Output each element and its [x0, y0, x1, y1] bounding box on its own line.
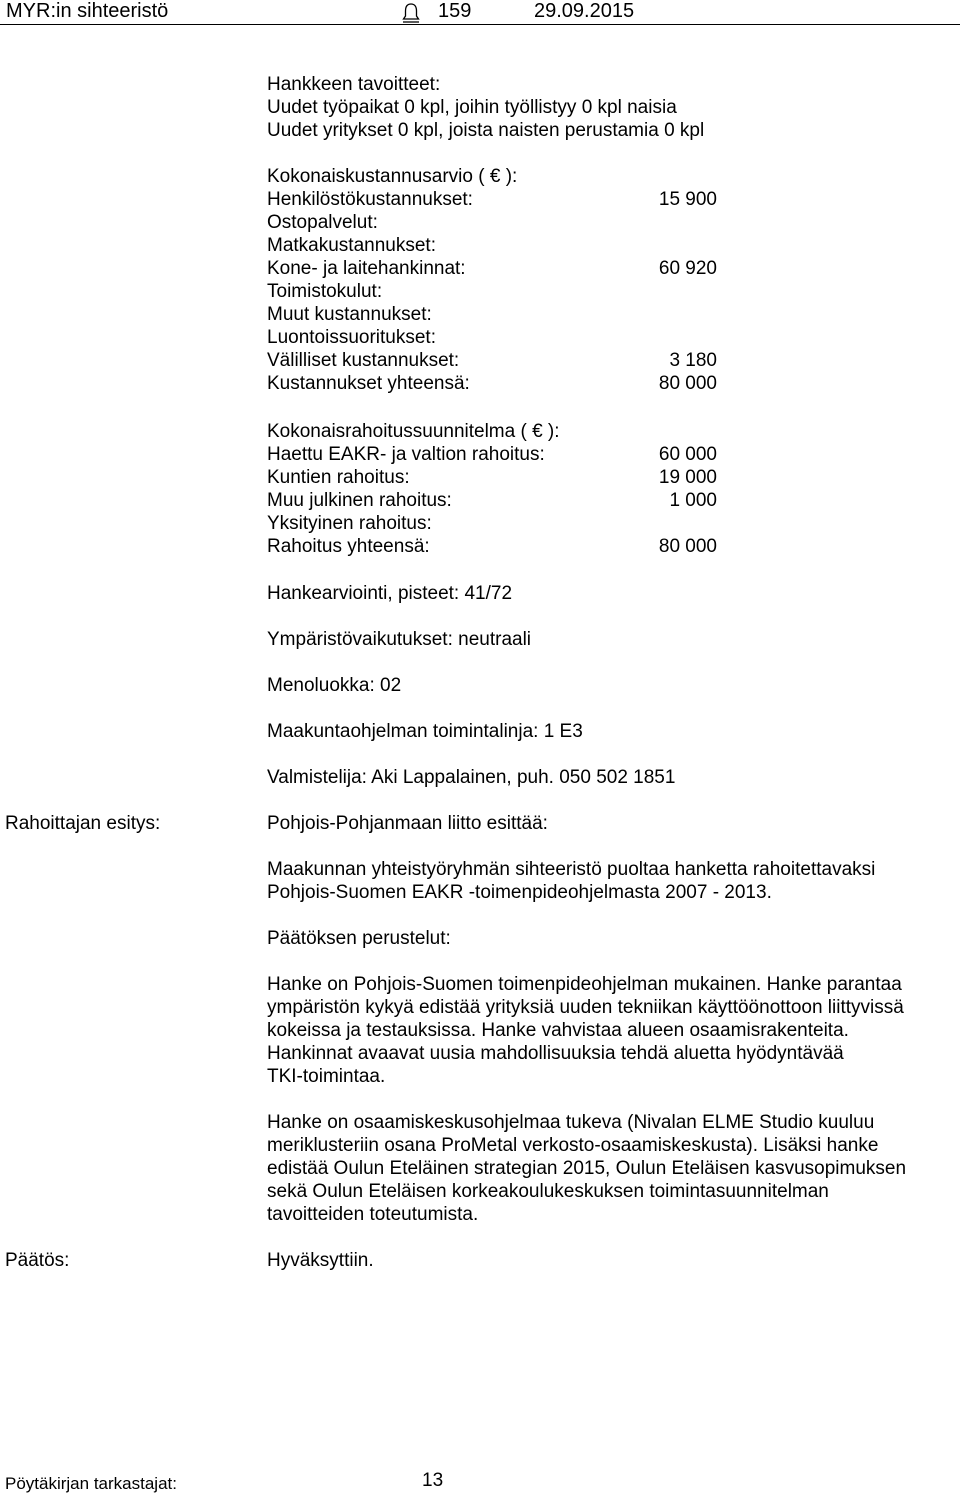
program-line: Maakuntaohjelman toimintalinja: 1 E3 — [267, 721, 583, 742]
proposal-side-label: Rahoittajan esitys: — [5, 813, 161, 834]
proposal-text-line: Maakunnan yhteistyöryhmän sihteeristö puoltaa hanketta rahoitettavaksi — [267, 859, 876, 880]
funding-title: Kokonaisrahoitussuunnitelma ( € ): — [267, 421, 560, 442]
assessment-score: Hankearviointi, pisteet: 41/72 — [267, 583, 513, 604]
cost-value: 15 900 — [658, 189, 717, 210]
grounds-line: ympäristön kykyä edistää yrityksiä uuden tekniikan käyttöönottoon liittyvissä — [267, 997, 904, 1018]
bell-icon — [402, 2, 420, 30]
cost-row — [267, 280, 727, 303]
expense-class: Menoluokka: 02 — [267, 675, 402, 696]
funding-row-total — [267, 535, 727, 558]
cost-label: Henkilöstökustannukset: — [267, 189, 473, 210]
funding-label: Rahoitus yhteensä: — [267, 536, 430, 557]
funding-label: Muu julkinen rahoitus: — [267, 490, 452, 511]
funding-section — [267, 420, 727, 558]
grounds-paragraph-2 — [267, 1111, 906, 1226]
grounds-line: Hanke on Pohjois-Suomen toimenpideohjelman mukainen. Hanke parantaa — [267, 974, 902, 995]
goals-title: Hankkeen tavoitteet: — [267, 74, 441, 95]
grounds-line: edistää Oulun Eteläinen strategian 2015, Oulun Eteläisen kasvusopimuksen — [267, 1158, 907, 1179]
grounds-line: Hanke on osaamiskeskusohjelmaa tukeva (Nivalan ELME Studio kuuluu — [267, 1112, 875, 1133]
preparer: Valmistelija: Aki Lappalainen, puh. 050 502 1851 — [267, 767, 676, 788]
cost-row — [267, 188, 727, 211]
proposal-text — [267, 858, 875, 904]
funding-value: 1 000 — [669, 490, 717, 511]
goals-line-companies: Uudet yritykset 0 kpl, joista naisten perustamia 0 kpl — [267, 120, 705, 141]
funding-row — [267, 512, 727, 535]
funding-row — [267, 489, 727, 512]
grounds-paragraph-1 — [267, 973, 904, 1088]
grounds-title: Päätöksen perustelut: — [267, 928, 451, 949]
funding-row — [267, 443, 727, 466]
funding-value: 60 000 — [658, 444, 717, 465]
cost-label: Kone- ja laitehankinnat: — [267, 258, 466, 279]
costs-section — [267, 165, 727, 395]
cost-row — [267, 257, 727, 280]
cost-label: Välilliset kustannukset: — [267, 350, 460, 371]
cost-label: Matkakustannukset: — [267, 235, 436, 256]
funding-row — [267, 466, 727, 489]
funding-label: Yksityinen rahoitus: — [267, 513, 432, 534]
funding-label: Haettu EAKR- ja valtion rahoitus: — [267, 444, 545, 465]
footer-page-number: 13 — [422, 1470, 444, 1491]
cost-label: Toimistokulut: — [267, 281, 383, 302]
cost-value: 80 000 — [658, 373, 717, 394]
cost-row — [267, 211, 727, 234]
header-page-number: 159 — [438, 0, 472, 22]
cost-label: Luontoissuoritukset: — [267, 327, 436, 348]
funding-label: Kuntien rahoitus: — [267, 467, 410, 488]
funding-value: 80 000 — [658, 536, 717, 557]
cost-row — [267, 234, 727, 257]
cost-label: Kustannukset yhteensä: — [267, 373, 470, 394]
goals-line-jobs: Uudet työpaikat 0 kpl, joihin työllistyy 0 kpl naisia — [267, 97, 677, 118]
cost-value: 3 180 — [669, 350, 717, 371]
cost-row — [267, 303, 727, 326]
header-date: 29.09.2015 — [534, 0, 635, 22]
grounds-line: sekä Oulun Eteläisen korkeakoulukeskuksen toimintasuunnitelman — [267, 1181, 829, 1202]
grounds-line: TKI-toimintaa. — [267, 1066, 386, 1087]
costs-title: Kokonaiskustannusarvio ( € ): — [267, 166, 518, 187]
proposal-text-line: Pohjois-Suomen EAKR -toimenpideohjelmasta 2007 - 2013. — [267, 882, 772, 903]
cost-row — [267, 326, 727, 349]
grounds-line: Hankinnat avaavat uusia mahdollisuuksia tehdä aluetta hyödyntävää — [267, 1043, 844, 1064]
cost-label: Muut kustannukset: — [267, 304, 432, 325]
header-title: MYR:in sihteeristö — [6, 0, 169, 22]
funding-value: 19 000 — [658, 467, 717, 488]
decision-side-label: Päätös: — [5, 1250, 70, 1271]
cost-row — [267, 349, 727, 372]
cost-value: 60 920 — [658, 258, 717, 279]
main-content — [267, 73, 704, 142]
proposal-title: Pohjois-Pohjanmaan liitto esittää: — [267, 813, 548, 834]
grounds-line: kokeissa ja testauksissa. Hanke vahvistaa alueen osaamisrakenteita. — [267, 1020, 849, 1041]
footer-label: Pöytäkirjan tarkastajat: — [5, 1474, 177, 1493]
grounds-line: meriklusteriin osana ProMetal verkosto-osaamiskeskusta). Lisäksi hanke — [267, 1135, 879, 1156]
decision-text: Hyväksyttiin. — [267, 1250, 374, 1271]
environmental-impact: Ympäristövaikutukset: neutraali — [267, 629, 532, 650]
header-rule — [0, 24, 960, 25]
cost-label: Ostopalvelut: — [267, 212, 378, 233]
cost-row-total — [267, 372, 727, 395]
grounds-line: tavoitteiden toteutumista. — [267, 1204, 479, 1225]
